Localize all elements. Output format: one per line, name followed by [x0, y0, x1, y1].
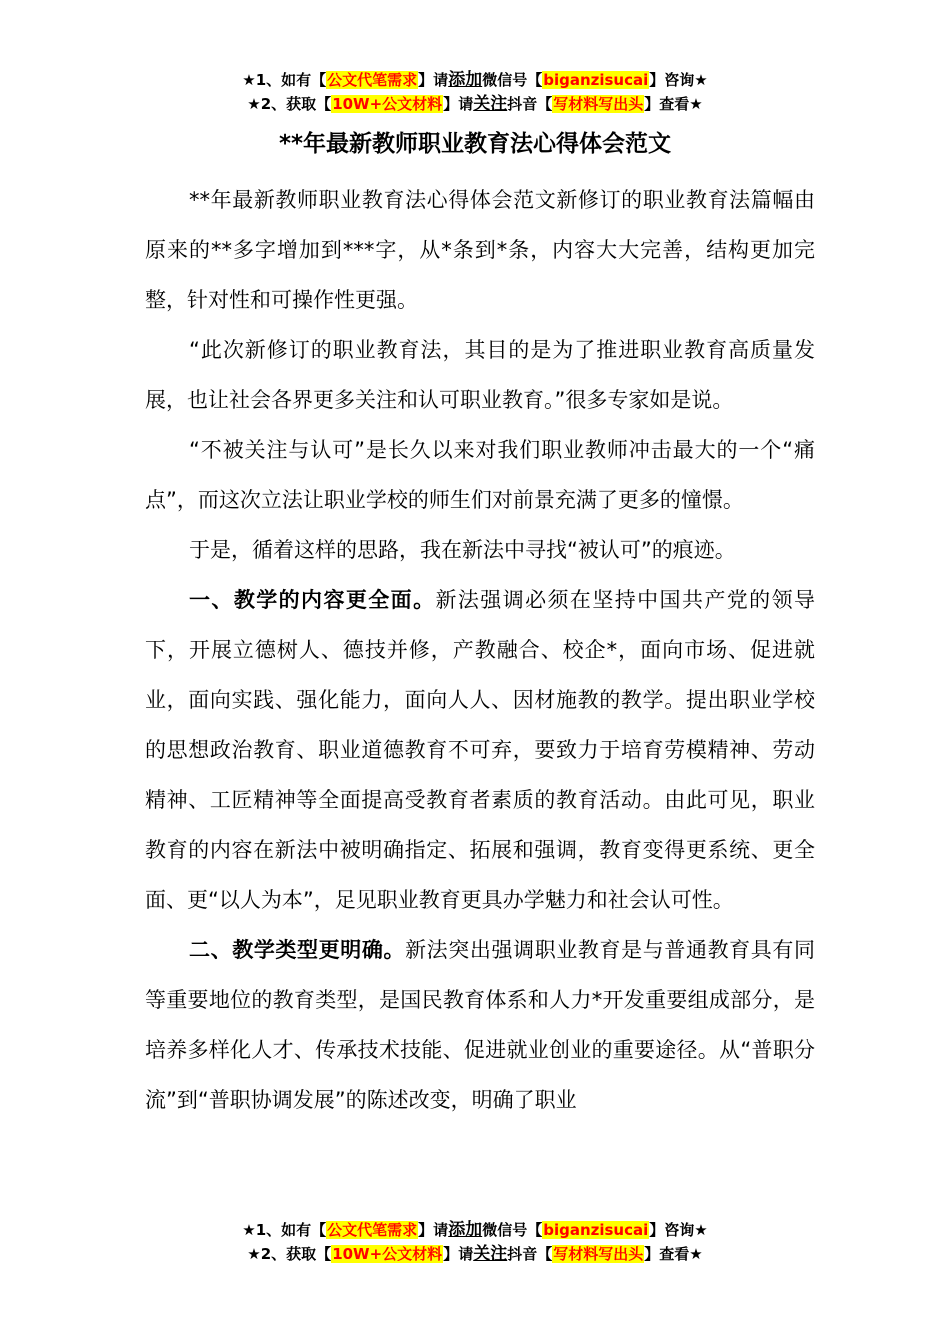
document-title: **年最新教师职业教育法心得体会范文	[278, 131, 672, 157]
banner-line-1	[0, 68, 950, 92]
banner-text: 抖音【	[507, 1245, 553, 1263]
douyin-account-highlight: 写材料写出头	[553, 95, 644, 113]
document-body	[145, 175, 815, 1125]
paragraph-text: **年最新教师职业教育法心得体会范文新修订的职业教育法篇幅由原来的**多字增加到***字，从*条到*条，内容大大完善，结构更加完整，针对性和可操作性更强。	[145, 188, 815, 312]
banner-text: 】咨询★	[649, 1221, 708, 1239]
paragraph-text: “此次新修订的职业教育法，其目的是为了推进职业教育高质量发展，也让社会各界更多关注和认可职业教育。”很多专家如是说。	[145, 338, 815, 412]
paragraph	[145, 575, 815, 925]
paragraph	[145, 425, 815, 525]
paragraph	[145, 175, 815, 325]
wechat-id-highlight: biganzisucai	[543, 1221, 649, 1239]
banner-emphasis: 添加	[448, 1220, 483, 1240]
section-heading: 一、教学的内容更全面。	[189, 588, 436, 612]
banner-text: 】咨询★	[649, 71, 708, 89]
wechat-id-highlight: biganzisucai	[543, 71, 649, 89]
banner-line-1	[0, 1218, 950, 1242]
paragraph-text: 新法强调必须在坚持中国共产党的领导下，开展立德树人、德技并修，产教融合、校企*，面向市场、促进就业，面向实践、强化能力，面向人人、因材施教的教学。提出职业学校的思想政治教育、职业道德教育不可弃，要致力于培育劳模精神、劳动精神、工匠精神等全面提高受教育者素质的教育活动。由此可见，职业教育的内容在新法中被明确指定、拓展和强调，教育变得更系统、更全面、更“以人为本”，足见职业教育更具办学魅力和社会认可性。	[145, 588, 816, 912]
paragraph	[145, 525, 815, 575]
banner-text: 抖音【	[507, 95, 553, 113]
paragraph-text: 新法突出强调职业教育是与普通教育具有同等重要地位的教育类型，是国民教育体系和人力*开发重要组成部分，是培养多样化人才、传承技术技能、促进就业创业的重要途径。从“普职分流”到“普职协调发展”的陈述改变，明确了职业	[145, 938, 816, 1112]
banner-emphasis: 关注	[473, 1244, 508, 1264]
banner-emphasis: 添加	[448, 70, 483, 90]
paragraph	[145, 325, 815, 425]
banner-text: ★2、获取【	[247, 95, 332, 113]
banner-text: 】查看★	[644, 1245, 703, 1263]
paragraph-text: 于是，循着这样的思路，我在新法中寻找“被认可”的痕迹。	[189, 538, 736, 562]
paragraph	[145, 925, 815, 1125]
banner-text: 】请	[443, 95, 474, 113]
section-heading: 二、教学类型更明确。	[189, 938, 406, 962]
materials-highlight: 10W+公文材料	[332, 1245, 443, 1263]
header-banner	[0, 68, 950, 116]
footer-banner	[0, 1218, 950, 1266]
douyin-account-highlight: 写材料写出头	[553, 1245, 644, 1263]
banner-text: ★2、获取【	[247, 1245, 332, 1263]
banner-text: ★1、如有【	[242, 1221, 327, 1239]
paragraph-text: “不被关注与认可”是长久以来对我们职业教师冲击最大的一个“痛点”，而这次立法让职业学校的师生们对前景充满了更多的憧憬。	[145, 438, 815, 512]
banner-text: 】请	[418, 1221, 449, 1239]
banner-text: 微信号【	[482, 1221, 543, 1239]
service-highlight: 公文代笔需求	[327, 71, 418, 89]
banner-emphasis: 关注	[473, 94, 508, 114]
banner-text: 】查看★	[644, 95, 703, 113]
banner-text: ★1、如有【	[242, 71, 327, 89]
materials-highlight: 10W+公文材料	[332, 95, 443, 113]
service-highlight: 公文代笔需求	[327, 1221, 418, 1239]
banner-line-2	[0, 92, 950, 116]
banner-line-2	[0, 1242, 950, 1266]
banner-text: 】请	[443, 1245, 474, 1263]
banner-text: 】请	[418, 71, 449, 89]
banner-text: 微信号【	[482, 71, 543, 89]
